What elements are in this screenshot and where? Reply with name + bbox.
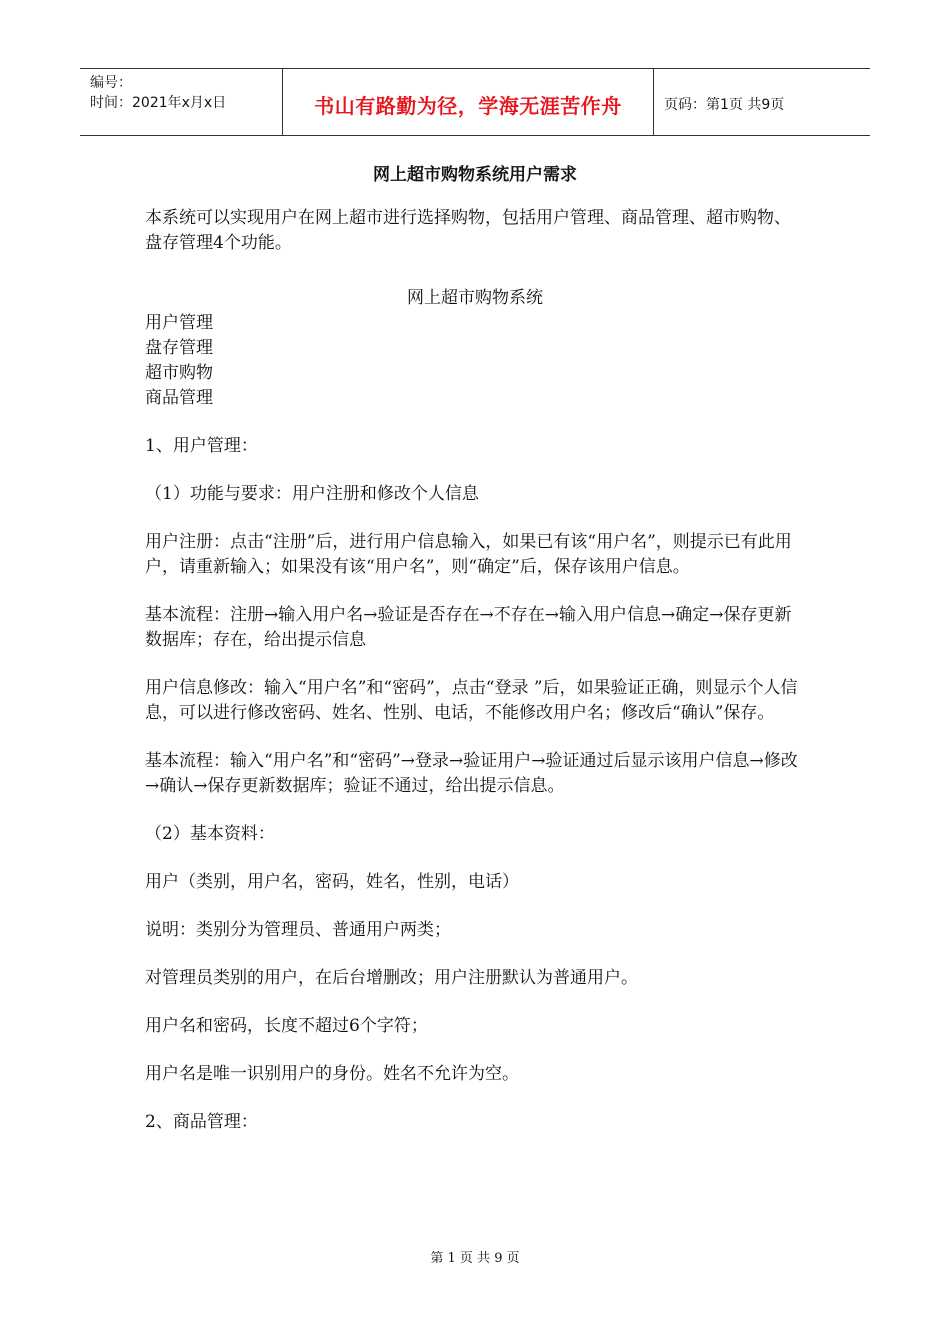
document-body	[145, 206, 805, 1135]
user-fields: 用户（类别，用户名，密码，姓名，性别，电话）	[145, 872, 519, 892]
module-item: 超市购物	[145, 363, 213, 383]
number-label: 编号：	[90, 75, 132, 91]
module-item: 商品管理	[145, 388, 213, 408]
section1-sub1: （1）功能与要求：用户注册和修改个人信息	[145, 484, 479, 504]
modify-paragraph: 用户信息修改：输入“用户名”和“密码”，点击“登录 ”后，如果验证正确，则显示个人信息，可以进行修改密码、姓名、性别、电话，不能修改用户名；修改后“确认”保存。	[145, 678, 798, 723]
flow1-paragraph: 基本流程：注册→输入用户名→验证是否存在→不存在→输入用户信息→确定→保存更新数据库；存在，给出提示信息	[145, 605, 792, 650]
document-title: 网上超市购物系统用户需求	[373, 165, 577, 185]
flow2-paragraph: 基本流程：输入“用户名”和“密码”→登录→验证用户→验证通过后显示该用户信息→修改→确认→保存更新数据库；验证不通过，给出提示信息。	[145, 751, 798, 796]
note-2: 对管理员类别的用户，在后台增删改；用户注册默认为普通用户。	[145, 968, 638, 988]
time-label: 时间：2021年x月x日	[90, 95, 227, 111]
page-footer: 第 1 页 共 9 页	[430, 1251, 520, 1266]
header-motto-cell	[282, 69, 654, 135]
motto-text: 书山有路勤为径，学海无涯苦作舟	[314, 93, 622, 118]
section2-heading: 2、商品管理：	[145, 1112, 258, 1132]
intro-paragraph: 本系统可以实现用户在网上超市进行选择购物，包括用户管理、商品管理、超市购物、盘存管理4个功能。	[145, 208, 791, 253]
note-3: 用户名和密码，长度不超过6个字符；	[145, 1016, 428, 1036]
section1-sub2: （2）基本资料：	[145, 824, 275, 844]
header-meta	[80, 69, 282, 135]
module-item: 盘存管理	[145, 338, 213, 358]
system-name: 网上超市购物系统	[407, 288, 543, 308]
note-4: 用户名是唯一识别用户的身份。姓名不允许为空。	[145, 1064, 519, 1084]
header-page-info: 页码：第1页 共9页	[664, 97, 785, 113]
section1-heading: 1、用户管理：	[145, 436, 258, 456]
register-paragraph: 用户注册：点击“注册”后，进行用户信息输入，如果已有该“用户名”，则提示已有此用户，请重新输入；如果没有该“用户名”，则“确定”后，保存该用户信息。	[145, 532, 792, 577]
note-1: 说明：类别分为管理员、普通用户两类；	[145, 920, 451, 940]
module-item: 用户管理	[145, 313, 213, 333]
header-table	[80, 68, 870, 136]
